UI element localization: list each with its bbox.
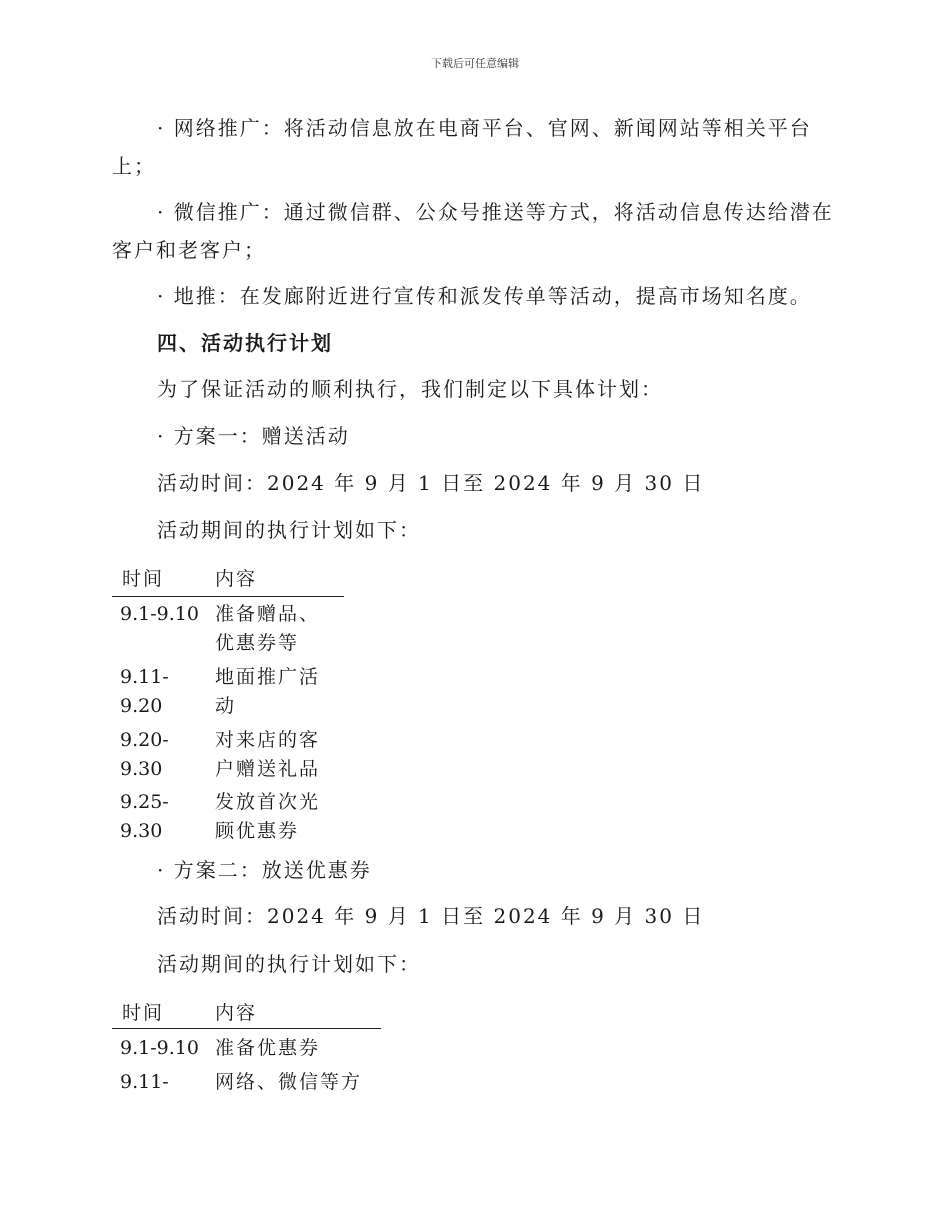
table-row-content: 地面推广活动 bbox=[215, 666, 321, 717]
bullet-wechat-promotion: · 微信推广：通过微信群、公众号推送等方式，将活动信息传达给潜在 bbox=[157, 200, 834, 224]
table-row-content: 对来店的客户赠送礼品 bbox=[215, 729, 321, 780]
table-row-content: 准备赠品、优惠券等 bbox=[215, 603, 321, 654]
section-heading: 四、活动执行计划 bbox=[157, 331, 333, 355]
table-header-content: 内容 bbox=[215, 568, 258, 590]
bullet-network-promotion: · 网络推广：将活动信息放在电商平台、官网、新闻网站等相关平台 bbox=[157, 116, 812, 140]
table-row-time: 9.11- bbox=[120, 1071, 169, 1093]
bullet-network-promotion-cont: 上； bbox=[112, 154, 156, 178]
table-row-content: 发放首次光顾优惠券 bbox=[215, 791, 321, 842]
table-header-content: 内容 bbox=[215, 1002, 258, 1024]
plan2-lead: 活动期间的执行计划如下： bbox=[157, 952, 421, 976]
table-header-rule bbox=[112, 1028, 381, 1029]
bullet-wechat-promotion-cont: 客户和老客户； bbox=[112, 238, 266, 262]
table-header-time: 时间 bbox=[122, 1002, 165, 1024]
table-row-time: 9.1-9.10 bbox=[120, 1037, 199, 1059]
plan1-title: · 方案一：赠送活动 bbox=[157, 424, 350, 448]
table-header-time: 时间 bbox=[122, 568, 165, 590]
plan1-time: 活动时间：2024 年 9 月 1 日至 2024 年 9 月 30 日 bbox=[157, 471, 705, 495]
table-header-rule bbox=[112, 596, 344, 597]
intro-paragraph: 为了保证活动的顺利执行，我们制定以下具体计划： bbox=[157, 377, 663, 401]
table-row-content: 准备优惠券 bbox=[215, 1037, 321, 1059]
table-row-time: 9.20-9.30 bbox=[120, 729, 169, 780]
page-header-note: 下载后可任意编辑 bbox=[431, 57, 519, 70]
plan2-title: · 方案二：放送优惠券 bbox=[157, 858, 372, 882]
table-row-time: 9.1-9.10 bbox=[120, 603, 199, 625]
table-row-content: 网络、微信等方 bbox=[215, 1071, 363, 1093]
plan1-lead: 活动期间的执行计划如下： bbox=[157, 518, 421, 542]
table-row-time: 9.11-9.20 bbox=[120, 666, 169, 717]
bullet-ground-promotion: · 地推：在发廊附近进行宣传和派发传单等活动，提高市场知名度。 bbox=[157, 284, 812, 308]
table-row-time: 9.25-9.30 bbox=[120, 791, 169, 842]
plan2-time: 活动时间：2024 年 9 月 1 日至 2024 年 9 月 30 日 bbox=[157, 904, 705, 928]
